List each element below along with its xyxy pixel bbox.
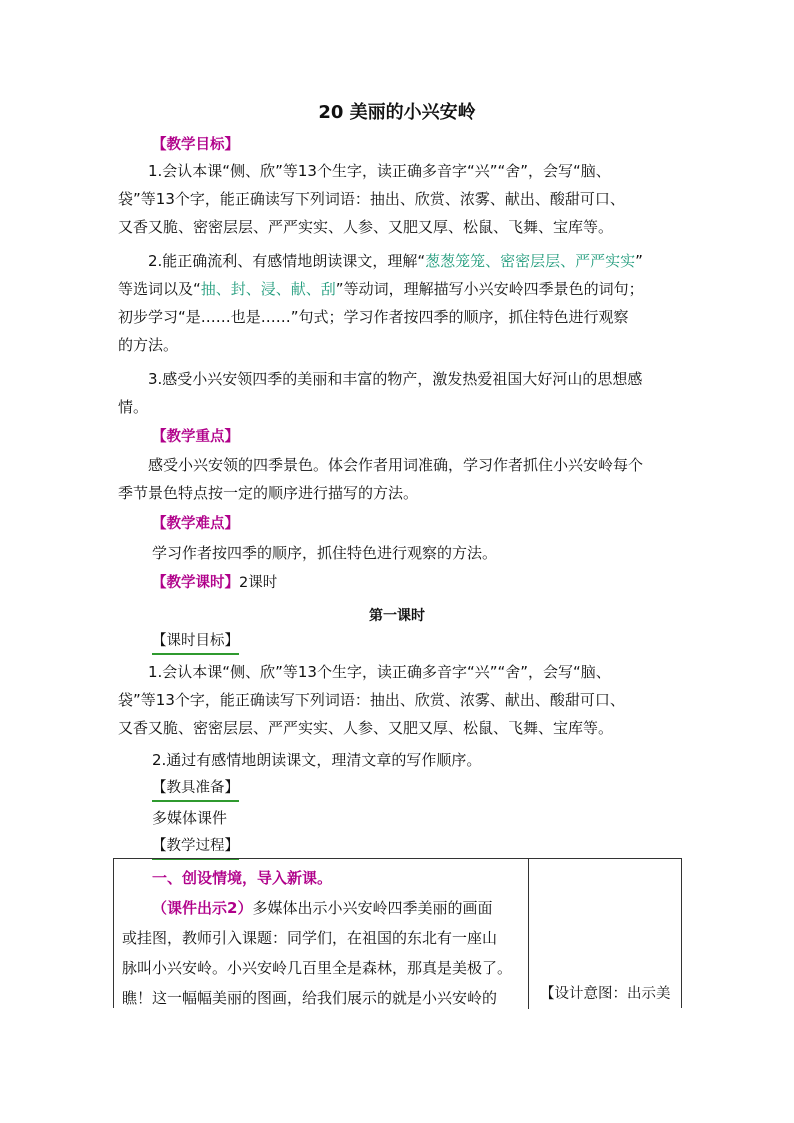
courseware-label: （课件出示2）: [152, 899, 253, 917]
process-step-title: 一、创设情境，导入新课。: [152, 869, 333, 887]
objective-2-line: [118, 275, 686, 303]
table-column-divider: [528, 859, 529, 1009]
key-points-line: 感受小兴安领的四季景色。体会作者用词准确，学习作者抓住小兴安岭每个: [148, 456, 644, 474]
objectives-heading: 【教学目标】: [152, 137, 239, 153]
process-table: [113, 858, 682, 1008]
periods-line: [152, 571, 277, 595]
process-line: 脉叫小兴安岭。小兴安岭几百里全是森林，那真是美极了。: [122, 959, 513, 977]
process-text: 多媒体出示小兴安岭四季美丽的画面: [252, 899, 493, 917]
objective-2-highlight-words: 葱葱笼笼、密密层层、严严实实: [425, 252, 636, 270]
key-points-heading: 【教学重点】: [152, 429, 239, 445]
lesson-goal-1-line: 1.会认本课“侧、欣”等13个生字，读正确多音字“兴”“舍”，会写“脑、: [148, 663, 611, 681]
process-cell-content: [122, 863, 522, 1013]
objective-2-line: 初步学习“是……也是……”句式；学习作者按四季的顺序，抓住特色进行观察: [118, 308, 629, 326]
lesson-goal-2: 2.通过有感情地朗读课文，理清文章的写作顺序。: [152, 751, 482, 769]
objective-1-line: 又香又脆、密密层层、严严实实、人参、又肥又厚、松鼠、飞舞、宝库等。: [118, 218, 614, 236]
prep-text: 多媒体课件: [152, 809, 228, 827]
objective-1: [118, 157, 686, 241]
lesson-goal-1-line: 又香又脆、密密层层、严严实实、人参、又肥又厚、松鼠、飞舞、宝库等。: [118, 719, 614, 737]
process-heading: 【教学过程】: [152, 835, 239, 860]
difficulty-text: 学习作者按四季的顺序，抓住特色进行观察的方法。: [152, 544, 498, 562]
objective-2-text: ”: [635, 252, 643, 270]
periods-heading: 【教学课时】: [152, 575, 239, 591]
objective-3: [118, 365, 686, 421]
design-intent-cell: 【设计意图：出示美: [540, 986, 671, 1002]
difficulty-heading: 【教学难点】: [152, 516, 239, 532]
objective-2-text: 等选词以及“: [118, 280, 201, 298]
lesson-one-title: 第一课时: [369, 608, 425, 624]
lesson-goals-heading: 【课时目标】: [152, 630, 239, 655]
objective-1-line: 1.会认本课“侧、欣”等13个生字，读正确多音字“兴”“舍”，会写“脑、: [148, 162, 611, 180]
objective-3-line: 情。: [118, 398, 149, 416]
lesson-goal-1: [118, 658, 686, 742]
objective-2: [118, 247, 686, 359]
process-line: 瞧！这一幅幅美丽的图画，给我们展示的就是小兴安岭的: [122, 989, 498, 1007]
objective-2-line: 的方法。: [118, 336, 179, 354]
lesson-goal-1-line: 袋”等13个字，能正确读写下列词语：抽出、欣赏、浓雾、献出、酸甜可口、: [118, 691, 625, 709]
key-points-line: 季节景色特点按一定的顺序进行描写的方法。: [118, 484, 419, 502]
objective-2-text: 2.能正确流利、有感情地朗读课文，理解“: [148, 252, 426, 270]
process-line: 或挂图，教师引入课题：同学们，在祖国的东北有一座山: [122, 929, 498, 947]
process-line: [122, 893, 522, 923]
objective-2-text: ”等动词，理解描写小兴安岭四季景色的词句；: [335, 280, 644, 298]
objective-2-highlight-verbs: 抽、封、浸、献、刮: [200, 280, 336, 298]
objective-1-line: 袋”等13个字，能正确读写下列词语：抽出、欣赏、浓雾、献出、酸甜可口、: [118, 190, 625, 208]
lesson-title: 20 美丽的小兴安岭: [318, 102, 476, 123]
key-points: [118, 451, 686, 507]
periods-value: 2课时: [239, 575, 278, 591]
objective-3-line: 3.感受小兴安领四季的美丽和丰富的物产，激发热爱祖国大好河山的思想感: [148, 370, 643, 388]
prep-heading: 【教具准备】: [152, 777, 239, 802]
objective-2-line: [118, 247, 686, 275]
